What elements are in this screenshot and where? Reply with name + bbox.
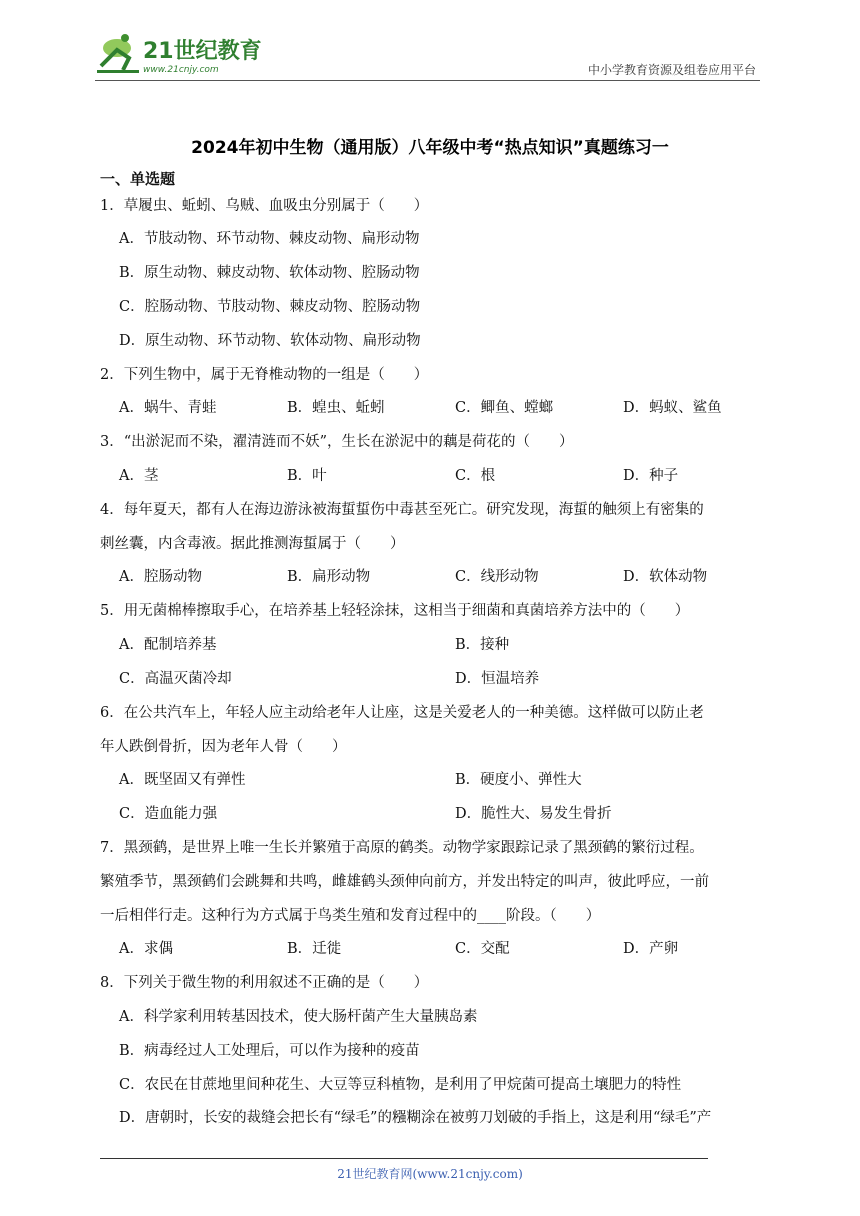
question-4-stem-line1: 4．每年夏天，都有人在海边游泳被海蜇蜇伤中毒甚至死亡。研究发现，海蜇的触须上有密集的 [100, 502, 704, 518]
question-2-option-a: A．蜗牛、青蛙 [119, 400, 217, 416]
question-3-option-a: A．茎 [119, 468, 159, 484]
question-5-option-a: A．配制培养基 [119, 637, 217, 653]
question-2-option-d: D．蚂蚁、鲨鱼 [623, 400, 722, 416]
question-4-option-c: C．线形动物 [455, 569, 539, 585]
question-4-option-d: D．软体动物 [623, 569, 708, 585]
page-header [95, 28, 760, 80]
question-6-option-d: D．脆性大、易发生骨折 [455, 806, 612, 822]
question-1-option-a: A．节肢动物、环节动物、棘皮动物、扁形动物 [119, 231, 420, 247]
question-7-option-c: C．交配 [455, 941, 510, 957]
question-1-option-d: D．原生动物、环节动物、软体动物、扁形动物 [119, 333, 421, 349]
question-1-option-b: B．原生动物、棘皮动物、软体动物、腔肠动物 [119, 265, 420, 281]
question-8-option-a: A．科学家利用转基因技术，使大肠杆菌产生大量胰岛素 [119, 1009, 478, 1025]
question-7-option-a: A．求偶 [119, 941, 173, 957]
question-8-option-d: D．唐朝时，长安的裁缝会把长有“绿毛”的糨糊涂在被剪刀划破的手指上，这是利用“绿毛”产 [119, 1110, 712, 1126]
question-6-stem-line2: 年人跌倒骨折，因为老年人骨（ ） [100, 739, 347, 755]
question-6-option-c: C．造血能力强 [119, 806, 218, 822]
question-1-stem: 1．草履虫、蚯蚓、乌贼、血吸虫分别属于（ ） [100, 198, 429, 214]
question-8-option-b: B．病毒经过人工处理后，可以作为接种的疫苗 [119, 1043, 420, 1059]
question-3-option-c: C．根 [455, 468, 496, 484]
question-8-option-c: C．农民在甘蔗地里间种花生、大豆等豆科植物，是利用了甲烷菌可提高土壤肥力的特性 [119, 1077, 682, 1093]
question-4-stem-line2: 刺丝囊，内含毒液。据此推测海蜇属于（ ） [100, 536, 405, 552]
footer-link[interactable]: 21世纪教育网(www.21cnjy.com) [337, 1167, 523, 1181]
question-7-option-b: B．迁徙 [287, 941, 342, 957]
question-2-option-b: B．蝗虫、蚯蚓 [287, 400, 385, 416]
svg-text:www.21cnjy.com: www.21cnjy.com [143, 65, 219, 75]
question-5-option-d: D．恒温培养 [455, 671, 540, 687]
question-3-option-b: B．叶 [287, 468, 327, 484]
question-2-stem: 2．下列生物中，属于无脊椎动物的一组是（ ） [100, 367, 429, 383]
question-1-option-c: C．腔肠动物、节肢动物、棘皮动物、腔肠动物 [119, 299, 421, 315]
question-8-stem: 8．下列关于微生物的利用叙述不正确的是（ ） [100, 975, 429, 991]
question-6-option-a: A．既坚固又有弹性 [119, 772, 246, 788]
question-4-option-a: A．腔肠动物 [119, 569, 202, 585]
question-4-option-b: B．扁形动物 [287, 569, 371, 585]
question-6-option-b: B．硬度小、弹性大 [455, 772, 582, 788]
svg-text:21世纪教育: 21世纪教育 [143, 39, 262, 64]
question-3-option-d: D．种子 [623, 468, 679, 484]
question-7-stem-line2: 繁殖季节，黑颈鹤们会跳舞和共鸣，雌雄鹤头颈伸向前方，并发出特定的叫声，彼此呼应，一前 [100, 874, 709, 890]
question-5-option-c: C．高温灭菌冷却 [119, 671, 232, 687]
question-5-stem: 5．用无菌棉棒擦取手心，在培养基上轻轻涂抹，这相当于细菌和真菌培养方法中的（ ） [100, 603, 690, 619]
question-7-stem-line1: 7．黑颈鹤，是世界上唯一生长并繁殖于高原的鹤类。动物学家跟踪记录了黑颈鹤的繁衍过程。 [100, 840, 704, 856]
footer-divider [100, 1158, 708, 1159]
question-2-option-c: C．鲫鱼、螳螂 [455, 400, 554, 416]
question-3-stem: 3．“出淤泥而不染，濯清涟而不妖”，生长在淤泥中的藕是荷花的（ ） [100, 434, 574, 450]
question-6-stem-line1: 6．在公共汽车上，年轻人应主动给老年人让座，这是关爱老人的一种美德。这样做可以防止老 [100, 705, 704, 721]
question-7-stem-line3: 一后相伴行走。这种行为方式属于鸟类生殖和发育过程中的____阶段。（ ） [100, 908, 601, 924]
logo-21cnjy [95, 28, 265, 78]
question-7-option-d: D．产卵 [623, 941, 679, 957]
question-5-option-b: B．接种 [455, 637, 510, 653]
page-title: 2024年初中生物（通用版）八年级中考“热点知识”真题练习一 [191, 138, 669, 158]
section-heading: 一、单选题 [100, 170, 176, 188]
header-divider [95, 80, 760, 81]
platform-name: 中小学教育资源及组卷应用平台 [587, 63, 756, 77]
